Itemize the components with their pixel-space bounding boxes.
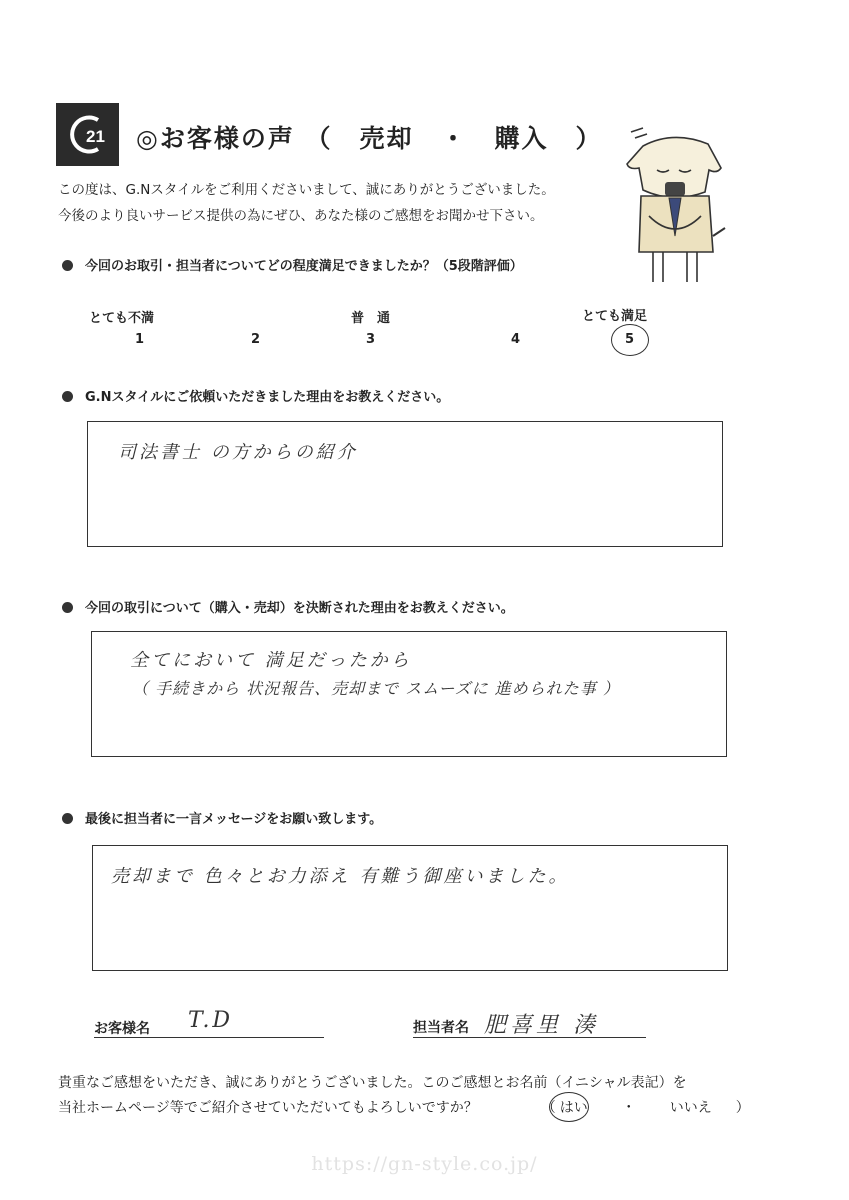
selected-rating-circle xyxy=(611,324,649,356)
closing-line-2-text: 当社ホームページ等でご紹介させていただいてもよろしいですか？ xyxy=(58,1100,478,1116)
page-title: ◎お客様の声 （ 売却 ・ 購入 ） xyxy=(136,124,603,153)
bullet-icon xyxy=(62,813,73,824)
footer-url: https://gn-style.co.jp/ xyxy=(311,1153,538,1175)
consent-no-option[interactable]: いいえ xyxy=(669,1100,712,1116)
scale-label-high: とても満足 xyxy=(582,309,648,324)
paren-open: （ xyxy=(541,1100,556,1116)
logo-text: 21 xyxy=(86,127,105,146)
question-2-text: G.Nスタイルにご依頼いただきました理由をお教えください。 xyxy=(85,390,450,405)
consent-separator: ・ xyxy=(621,1100,636,1116)
intro-line-2: 今後のより良いサービス提供の為にぜひ、あなた様のご感想をお聞かせ下さい。 xyxy=(58,208,544,224)
bullet-icon xyxy=(62,602,73,613)
customer-name-line xyxy=(94,1037,324,1038)
consent-selected-circle xyxy=(549,1092,589,1122)
question-3 xyxy=(62,597,514,616)
dog-mascot-icon xyxy=(613,124,733,293)
answer-box-3[interactable] xyxy=(91,631,727,757)
scale-option-5[interactable]: 5 xyxy=(625,332,635,347)
scale-option-4[interactable]: 4 xyxy=(511,332,521,347)
question-2 xyxy=(62,386,449,405)
answer-3-line-2: （ 手続きから 状況報告、売却まで スムーズに 進められた事 ） xyxy=(132,679,620,698)
scale-label-low: とても不満 xyxy=(89,311,155,326)
question-3-text: 今回の取引について（購入・売却）を決断された理由をお教えください。 xyxy=(85,601,514,616)
paren-close: ） xyxy=(735,1100,750,1116)
answer-box-2[interactable] xyxy=(87,421,723,547)
scale-option-2[interactable]: 2 xyxy=(251,332,261,347)
answer-4-text: 売却まで 色々とお力添え 有難う御座いました。 xyxy=(111,866,570,887)
scale-option-3[interactable]: 3 xyxy=(366,332,376,347)
question-1 xyxy=(62,255,523,274)
intro-line-1: この度は、G.Nスタイルをご利用くださいまして、誠にありがとうございました。 xyxy=(58,182,555,198)
staff-name-line xyxy=(413,1037,646,1038)
closing-line-2 xyxy=(58,1097,750,1117)
scale-option-1[interactable]: 1 xyxy=(135,332,145,347)
answer-3-line-1: 全てにおいて 満足だったから xyxy=(130,650,412,671)
bullet-icon xyxy=(62,391,73,402)
scale-label-mid: 普 通 xyxy=(351,311,391,326)
staff-name-label: 担当者名 xyxy=(413,1020,469,1036)
customer-name-label: お客様名 xyxy=(94,1021,150,1037)
question-4-text: 最後に担当者に一言メッセージをお願い致します。 xyxy=(85,812,383,827)
century21-logo-icon xyxy=(56,103,119,166)
consent-yes-option[interactable]: はい xyxy=(559,1100,588,1116)
customer-name-value: T.D xyxy=(188,1008,234,1033)
staff-name-value: 肥喜里 湊 xyxy=(484,1013,599,1038)
answer-2-text: 司法書士 の方からの紹介 xyxy=(118,442,358,463)
question-1-text: 今回のお取引・担当者についてどの程度満足できましたか？（5段階評価） xyxy=(85,259,523,274)
answer-box-4[interactable] xyxy=(92,845,728,971)
closing-line-1: 貴重なご感想をいただき、誠にありがとうございました。このご感想とお名前（イニシャル表記）を xyxy=(58,1075,687,1091)
question-4 xyxy=(62,808,382,827)
bullet-icon xyxy=(62,260,73,271)
